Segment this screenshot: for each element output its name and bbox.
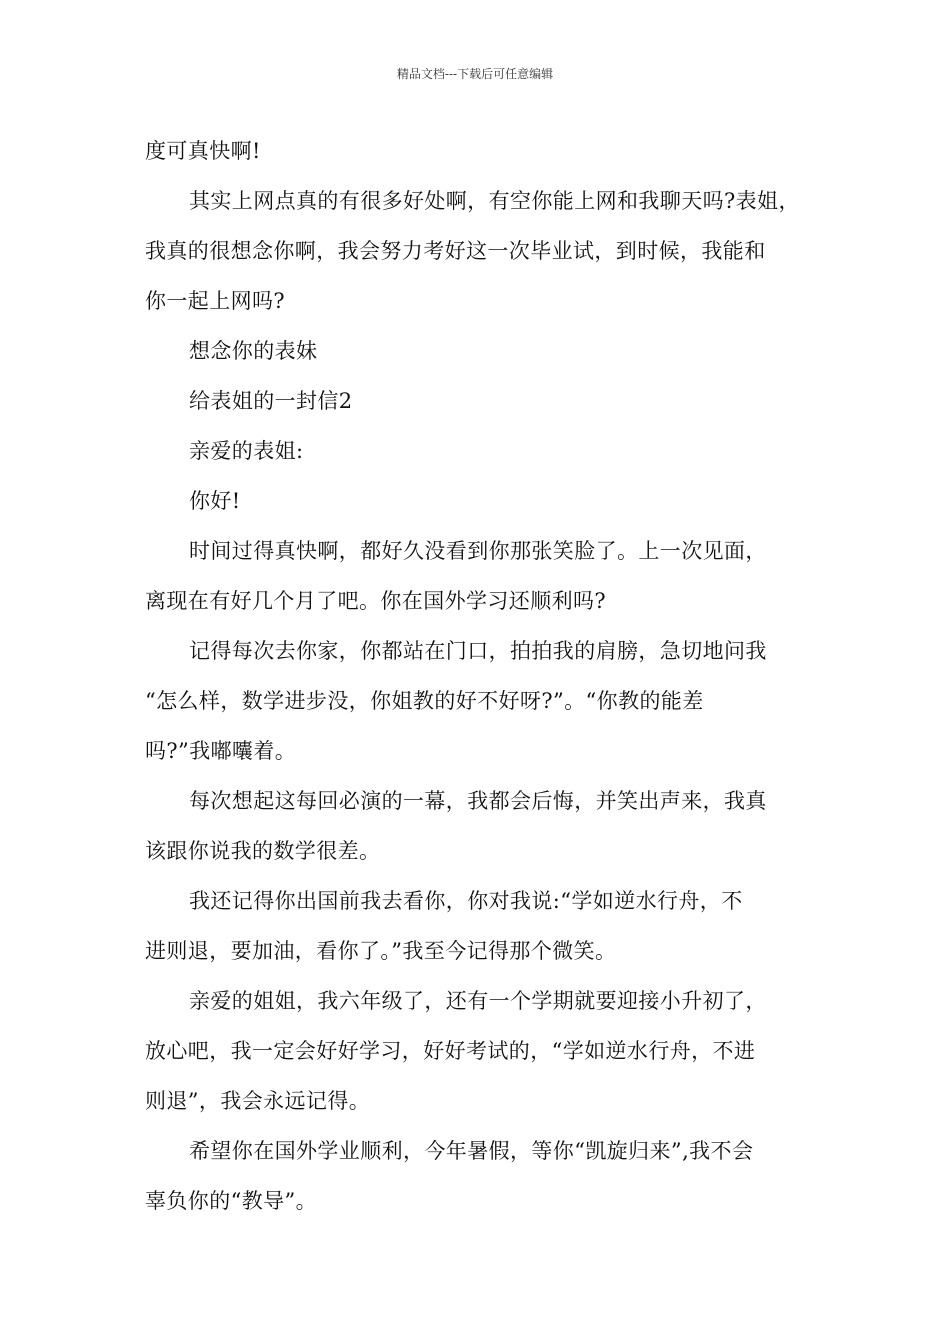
text-line: 度可真快啊! <box>145 139 261 163</box>
text-line: 记得每次去你家，你都站在门口，拍拍我的肩膀，急切地问我 <box>189 639 767 663</box>
text-line: 其实上网点真的有很多好处啊，有空你能上网和我聊天吗?表姐， <box>189 189 800 213</box>
text-line: 我还记得你出国前我去看你，你对我说:“学如逆水行舟，不 <box>189 889 743 913</box>
document-body <box>145 126 813 1226</box>
text-line: 离现在有好几个月了吧。你在国外学习还顺利吗? <box>145 589 607 613</box>
text-line: 你好! <box>189 489 241 513</box>
text-line: 该跟你说我的数学很差。 <box>145 839 381 863</box>
text-line: 每次想起这每回必演的一幕，我都会后悔，并笑出声来，我真 <box>189 789 767 813</box>
text-line: “怎么样，数学进步没，你姐教的好不好呀?”。“你教的能差 <box>145 689 704 713</box>
text-line: 亲爱的表姐: <box>189 439 304 463</box>
text-line: 则退”，我会永远记得。 <box>145 1089 371 1113</box>
text-line: 想念你的表妹 <box>189 339 318 363</box>
text-line: 亲爱的姐姐，我六年级了，还有一个学期就要迎接小升初了， <box>189 989 767 1013</box>
text-line: 放心吧，我一定会好好学习，好好考试的，“学如逆水行舟，不进 <box>145 1039 756 1063</box>
text-line: 时间过得真快啊，都好久没看到你那张笑脸了。上一次见面， <box>189 539 767 563</box>
text-line: 我真的很想念你啊，我会努力考好这一次毕业试，到时候，我能和 <box>145 239 766 263</box>
page-header: 精品文档---下载后可任意编辑 <box>396 67 554 81</box>
text-line: 希望你在国外学业顺利，今年暑假，等你“凯旋归来”,我不会 <box>189 1139 754 1163</box>
text-line: 吗?”我嘟囔着。 <box>145 739 297 763</box>
text-line: 给表姐的一封信2 <box>189 389 353 413</box>
text-line: 辜负你的“教导”。 <box>145 1189 318 1213</box>
text-line: 你一起上网吗? <box>145 289 286 313</box>
text-line: 进则退，要加油，看你了。”我至今记得那个微笑。 <box>145 939 617 963</box>
